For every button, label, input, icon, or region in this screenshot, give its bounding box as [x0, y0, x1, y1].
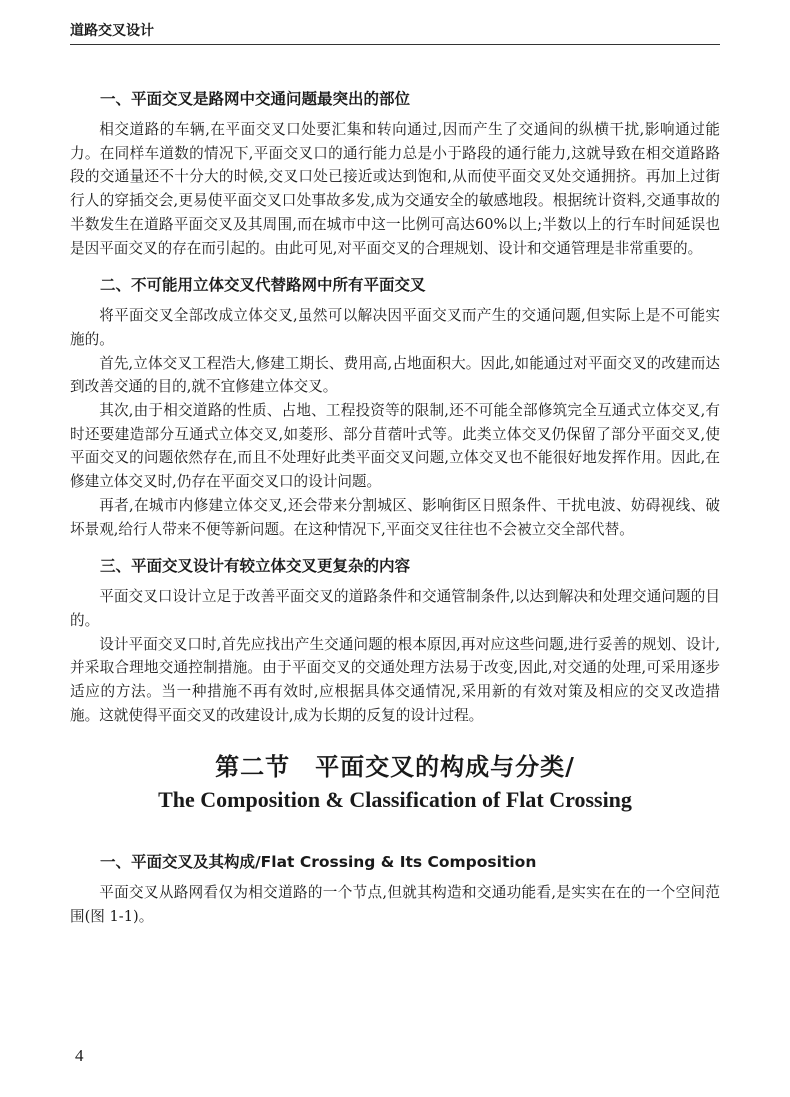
section-3-paragraph-1: 平面交叉口设计立足于改善平面交叉的道路条件和交通管制条件,以达到解决和处理交通问题的目的。 — [70, 588, 720, 629]
section-2-paragraph-1: 将平面交叉全部改成立体交叉,虽然可以解决因平面交叉而产生的交通问题,但实际上是不可能实施的。 — [70, 307, 720, 348]
section-2-heading: 二、不可能用立体交叉代替路网中所有平面交叉 — [100, 276, 426, 295]
header-divider — [70, 44, 720, 45]
running-header: 道路交叉设计 — [70, 23, 154, 39]
section-2-paragraph-2: 首先,立体交叉工程浩大,修建工期长、费用高,占地面积大。因此,如能通过对平面交叉的改建而达到改善交通的目的,就不宜修建立体交叉。 — [70, 354, 720, 396]
section-2-paragraph-3: 其次,由于相交道路的性质、占地、工程投资等的限制,还不可能全部修筑完全互通式立体交叉,有时还要建造部分互通式立体交叉,如菱形、部分苜蓿叶式等。此类立体交叉仍保留了部分平面交叉,使平面交叉的问题依然存在,而且不处理好此类平面交叉问题,立体交叉也不能很好地发挥作用。因此,在修建立体交叉时,仍存在平面交叉口的设计问题。 — [70, 402, 720, 491]
subsection-heading: 一、平面交叉及其构成/Flat Crossing & Its Composition — [100, 853, 537, 872]
subsection-paragraph-1: 平面交叉从路网看仅为相交道路的一个节点,但就其构造和交通功能看,是实实在在的一个空间范围(图 1-1)。 — [70, 884, 720, 926]
section-title-block — [70, 751, 720, 817]
section-title-chinese: 第二节 平面交叉的构成与分类/ — [215, 752, 575, 782]
page-content — [70, 86, 720, 929]
section-3-heading: 三、平面交叉设计有较立体交叉更复杂的内容 — [100, 557, 411, 576]
page-number: 4 — [75, 1046, 84, 1065]
section-1-paragraph-1: 相交道路的车辆,在平面交叉口处要汇集和转向通过,因而产生了交通间的纵横干扰,影响通过能力。在同样车道数的情况下,平面交叉口的通行能力总是小于路段的通行能力,这就导致在相交道路路段的交通量还不十分大的时候,交叉口处已接近或达到饱和,从而使平面交叉处交通拥挤。再加上过街行人的穿插交会,更易使平面交叉口处事故多发,成为交通安全的敏感地段。根据统计资料,交通事故的半数发生在道路平面交叉及其周围,而在城市中这一比例可高达60%以上;半数以上的行车时间延误也是因平面交叉的存在而引起的。由此可见,对平面交叉的合理规划、设计和交通管理是非常重要的。 — [70, 121, 720, 257]
section-2-paragraph-4: 再者,在城市内修建立体交叉,还会带来分割城区、影响街区日照条件、干扰电波、妨碍视线、破坏景观,给行人带来不便等新问题。在这种情况下,平面交叉往往也不会被立交全部代替。 — [70, 496, 720, 538]
section-3-paragraph-2: 设计平面交叉口时,首先应找出产生交通问题的根本原因,再对应这些问题,进行妥善的规划、设计,并采取合理地交通控制措施。由于平面交叉的交通处理方法易于改变,因此,对交通的处理,可采用逐步适应的方法。当一种措施不再有效时,应根据具体交通情况,采用新的有效对策及相应的交叉改造措施。这就使得平面交叉的改建设计,成为长期的反复的设计过程。 — [70, 635, 720, 724]
section-1-heading: 一、平面交叉是路网中交通问题最突出的部位 — [100, 90, 411, 108]
section-title-english: The Composition & Classification of Flat Crossing — [158, 787, 632, 813]
